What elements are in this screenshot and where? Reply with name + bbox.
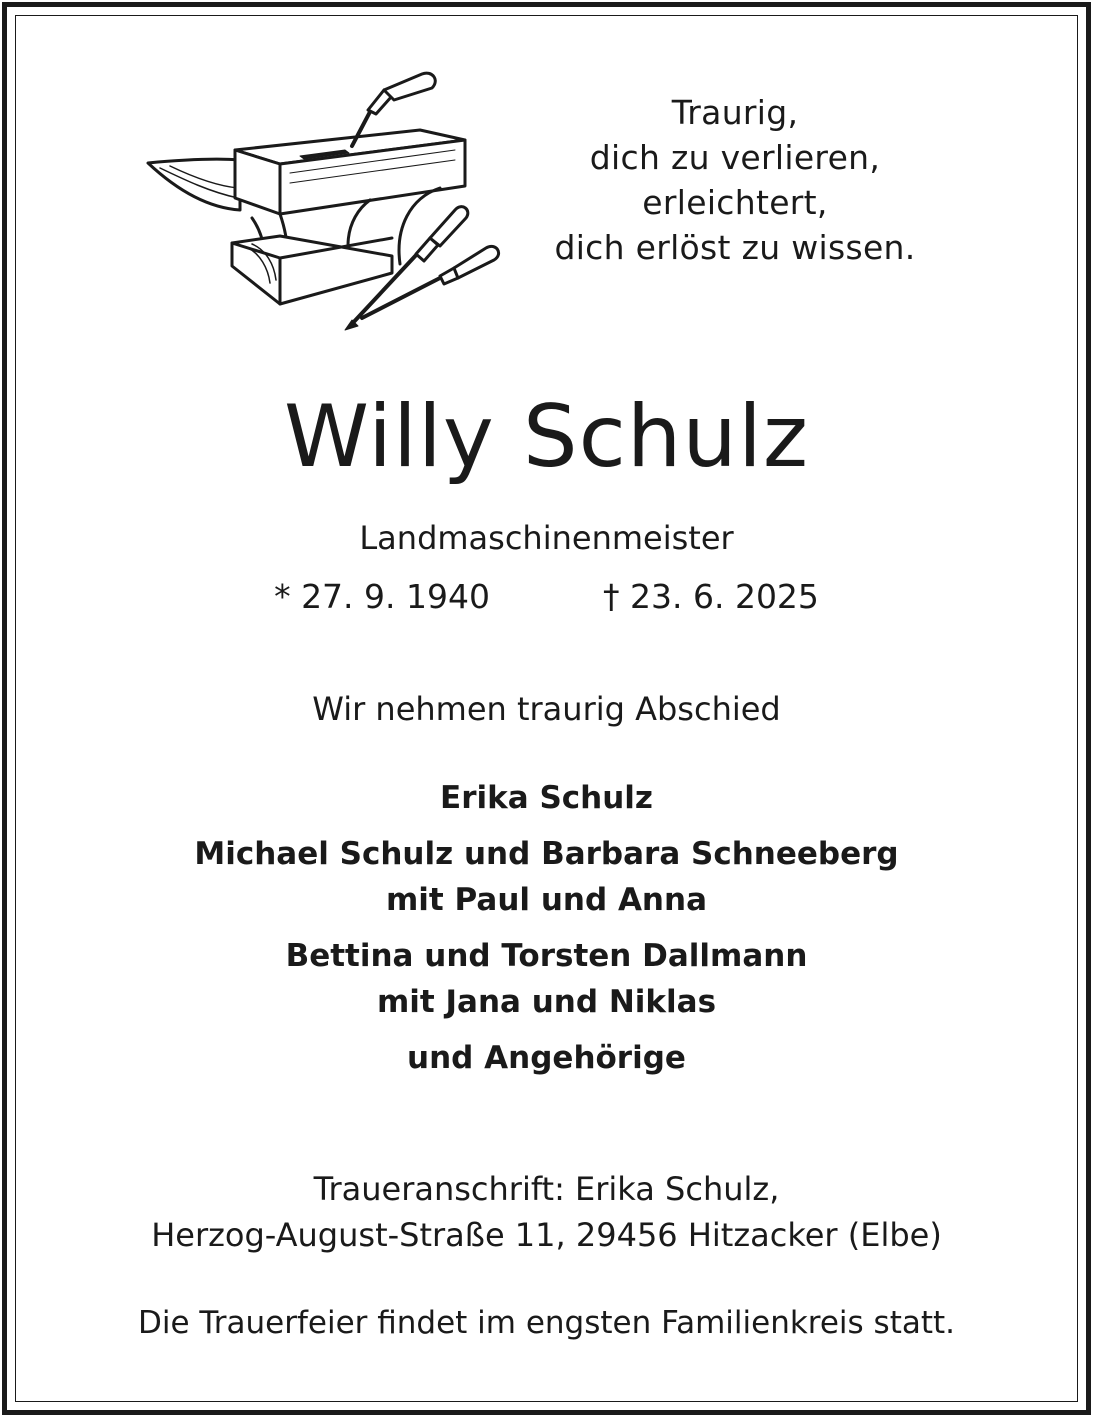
mourner-line: mit Paul und Anna — [385, 882, 707, 918]
deceased-name: Willy Schulz — [284, 387, 809, 487]
birth-symbol: * — [274, 577, 291, 616]
mourner-line: und Angehörige — [407, 1040, 686, 1076]
poem-line: Traurig, — [671, 93, 799, 132]
birth-date: 27. 9. 1940 — [301, 577, 490, 616]
death-symbol: † — [603, 577, 620, 616]
mourning-address — [0, 1166, 1093, 1258]
death-date: 23. 6. 2025 — [630, 577, 819, 616]
mourner-line: Michael Schulz und Barbara Schneeberg — [194, 836, 899, 872]
mourner-group — [0, 933, 1093, 1025]
anvil-with-tools-icon — [140, 68, 510, 333]
funeral-note: Die Trauerfeier findet im engsten Familienkreis statt. — [137, 1305, 956, 1341]
mourner-line: Bettina und Torsten Dallmann — [285, 938, 808, 974]
mourner-line: mit Jana und Niklas — [376, 984, 717, 1020]
poem-line: dich erlöst zu wissen. — [554, 228, 916, 267]
mourner-group — [0, 1035, 1093, 1081]
address-line: Traueranschrift: Erika Schulz, — [313, 1170, 780, 1208]
poem-line: erleichtert, — [642, 183, 828, 222]
poem-line: dich zu verlieren, — [589, 138, 881, 177]
farewell-text: Wir nehmen traurig Abschied — [312, 690, 781, 728]
mourners-list — [0, 775, 1093, 1091]
life-dates — [0, 575, 1093, 619]
poem — [520, 90, 950, 270]
address-line: Herzog-August-Straße 11, 29456 Hitzacker (Elbe) — [151, 1216, 942, 1254]
mourner-line: Erika Schulz — [440, 780, 653, 816]
mourner-group — [0, 775, 1093, 821]
mourner-group — [0, 831, 1093, 923]
deceased-occupation: Landmaschinenmeister — [359, 519, 734, 557]
